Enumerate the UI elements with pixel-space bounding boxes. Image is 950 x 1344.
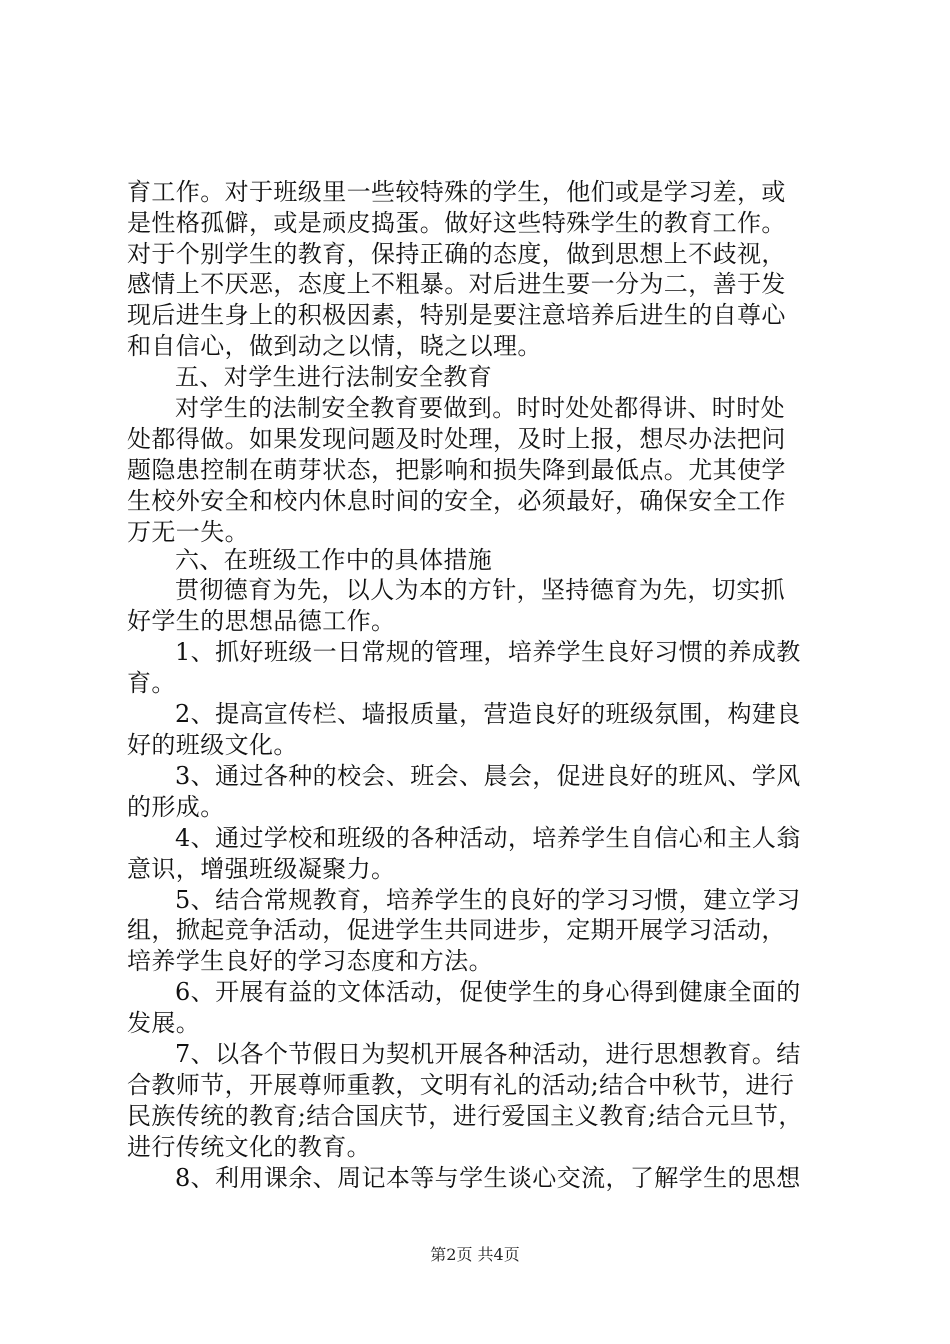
body-text-line: 是性格孤僻，或是顽皮捣蛋。做好这些特殊学生的教育工作。 (127, 209, 786, 237)
list-item-line: 合教师节，开展尊师重教，文明有礼的活动;结合中秋节，进行 (127, 1071, 795, 1099)
section-heading: 六、在班级工作中的具体措施 (175, 546, 493, 574)
list-item-line: 民族传统的教育;结合国庆节，进行爱国主义教育;结合元旦节， (127, 1102, 803, 1130)
list-item-line: 8、利用课余、周记本等与学生谈心交流，了解学生的思想 (175, 1164, 801, 1192)
list-item-line: 培养学生良好的学习态度和方法。 (127, 947, 493, 975)
body-text-line: 好学生的思想品德工作。 (127, 607, 396, 635)
body-text-line: 万无一失。 (127, 518, 249, 546)
list-item-line: 4、通过学校和班级的各种活动，培养学生自信心和主人翁 (175, 824, 801, 852)
body-text-line: 题隐患控制在萌芽状态，把影响和损失降到最低点。尤其使学 (127, 456, 786, 484)
body-text-line: 对学生的法制安全教育要做到。时时处处都得讲、时时处 (175, 394, 785, 422)
list-item-line: 6、开展有益的文体活动，促使学生的身心得到健康全面的 (175, 978, 801, 1006)
list-item-line: 7、以各个节假日为契机开展各种活动，进行思想教育。结 (175, 1040, 801, 1068)
body-text-line: 现后进生身上的积极因素，特别是要注意培养后进生的自尊心 (127, 301, 786, 329)
body-text-line: 育工作。对于班级里一些较特殊的学生，他们或是学习差，或 (127, 178, 786, 206)
list-item-line: 3、通过各种的校会、班会、晨会，促进良好的班风、学风 (175, 762, 801, 790)
list-item-line: 5、结合常规教育，培养学生的良好的学习习惯，建立学习 (175, 886, 801, 914)
list-item-line: 的形成。 (127, 793, 225, 821)
list-item-line: 育。 (127, 669, 176, 697)
section-heading: 五、对学生进行法制安全教育 (175, 363, 493, 391)
body-text-line: 处都得做。如果发现问题及时处理，及时上报，想尽办法把问 (127, 425, 786, 453)
page-footer: 第2页 共4页 (430, 1245, 520, 1264)
body-text-line: 和自信心，做到动之以情，晓之以理。 (127, 332, 542, 360)
body-text-line: 对于个别学生的教育，保持正确的态度，做到思想上不歧视， (127, 240, 786, 268)
list-item-line: 好的班级文化。 (127, 731, 298, 759)
list-item-line: 2、提高宣传栏、墙报质量，营造良好的班级氛围，构建良 (175, 700, 801, 728)
body-text-line: 贯彻德育为先，以人为本的方针，坚持德育为先，切实抓 (175, 576, 785, 604)
list-item-line: 1、抓好班级一日常规的管理，培养学生良好习惯的养成教 (175, 638, 801, 666)
body-text-line: 生校外安全和校内休息时间的安全，必须最好，确保安全工作 (127, 487, 786, 515)
list-item-line: 进行传统文化的教育。 (127, 1133, 371, 1161)
list-item-line: 意识，增强班级凝聚力。 (127, 855, 396, 883)
list-item-line: 发展。 (127, 1009, 201, 1037)
body-text-line: 感情上不厌恶，态度上不粗暴。对后进生要一分为二，善于发 (127, 270, 786, 298)
list-item-line: 组，掀起竞争活动，促进学生共同进步，定期开展学习活动， (127, 916, 786, 944)
